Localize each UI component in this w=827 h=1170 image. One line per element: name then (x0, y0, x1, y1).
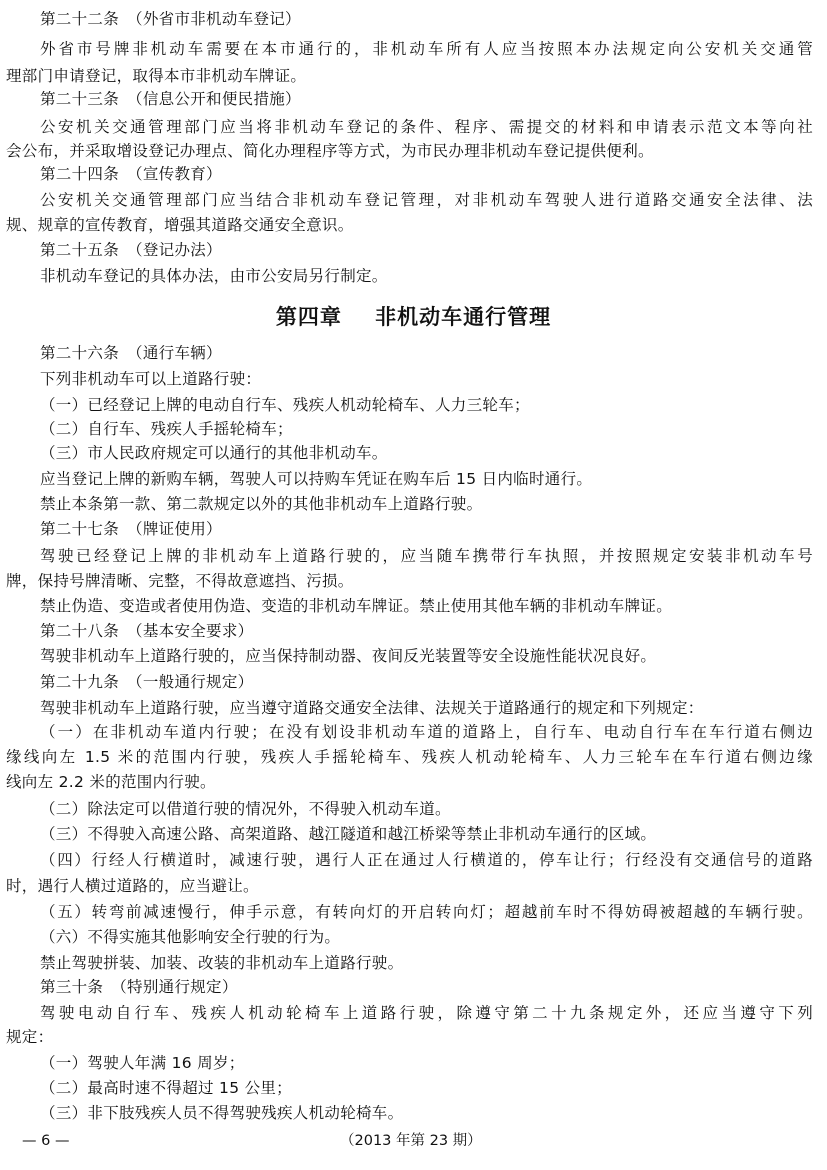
article-28-title: 第二十八条 （基本安全要求） (40, 622, 254, 640)
article-23-text: 公安机关交通管理部门应当将非机动车登记的条件、程序、需提交的材料和申请表示范文本等向社 (40, 118, 813, 136)
article-24-title: 第二十四条 （宣传教育） (40, 165, 222, 183)
article-26-title: 第二十六条 （通行车辆） (40, 344, 222, 362)
chapter-number: 第四章 (275, 305, 342, 329)
article-26-para-3: 禁止本条第一款、第二款规定以外的其他非机动车上道路行驶。 (40, 495, 483, 513)
article-27-para-2: 禁止伪造、变造或者使用伪造、变造的非机动车牌证。禁止使用其他车辆的非机动车牌证。 (40, 597, 673, 615)
article-29-item-1-line-1: （一）在非机动车道内行驶；在没有划设非机动车道的道路上，自行车、电动自行车在车行道右侧边 (40, 723, 813, 741)
article-25-text: 非机动车登记的具体办法，由市公安局另行制定。 (40, 267, 388, 285)
chapter-name: 非机动车通行管理 (375, 305, 552, 329)
article-29-item-5: （五）转弯前减速慢行，伸手示意，有转向灯的开启转向灯；超越前车时不得妨碍被超越的车辆行驶。 (40, 903, 813, 921)
article-30-item-3: （三）非下肢残疾人员不得驾驶残疾人机动轮椅车。 (40, 1104, 404, 1122)
article-29-item-3: （三）不得驶入高速公路、高架道路、越江隧道和越江桥梁等禁止非机动车通行的区域。 (40, 825, 657, 843)
article-30-title: 第三十条 （特别通行规定） (40, 978, 238, 996)
article-29-para-2: 禁止驾驶拼装、加装、改装的非机动车上道路行驶。 (40, 954, 404, 972)
article-26-item-2: （二）自行车、残疾人手摇轮椅车； (40, 420, 293, 438)
article-28-text: 驾驶非机动车上道路行驶的，应当保持制动器、夜间反光装置等安全设施性能状况良好。 (40, 647, 657, 665)
article-25-title: 第二十五条 （登记办法） (40, 241, 222, 259)
article-29-item-1-line-2: 缘线向左 1.5 米的范围内行驶，残疾人手摇轮椅车、残疾人机动轮椅车、人力三轮车在车行道右侧边缘 (6, 748, 813, 766)
article-23-title: 第二十三条 （信息公开和便民措施） (40, 90, 301, 108)
issue-label: （2013 年第 23 期） (340, 1133, 482, 1149)
article-27-title: 第二十七条 （牌证使用） (40, 520, 222, 538)
article-29-title: 第二十九条 （一般通行规定） (40, 673, 254, 691)
page-number: — 6 — (22, 1133, 70, 1149)
article-29-item-4-line-1: （四）行经人行横道时，减速行驶，遇行人正在通过人行横道的，停车让行；行经没有交通信号的道路 (40, 851, 813, 869)
article-27-text: 驾驶已经登记上牌的非机动车上道路行驶的，应当随车携带行车执照，并按照规定安装非机动车号 (40, 547, 813, 565)
article-24-text: 公安机关交通管理部门应当结合非机动车登记管理，对非机动车驾驶人进行道路交通安全法律、法 (40, 191, 813, 209)
article-30-item-1: （一）驾驶人年满 16 周岁； (40, 1054, 245, 1072)
article-29-intro: 驾驶非机动车上道路行驶，应当遵守道路交通安全法律、法规关于道路通行的规定和下列规定： (40, 699, 704, 717)
article-29-item-1-line-3: 线向左 2.2 米的范围内行驶。 (6, 773, 216, 791)
article-24-text-cont: 规、规章的宣传教育，增强其道路交通安全意识。 (6, 216, 354, 234)
article-22-text: 外省市号牌非机动车需要在本市通行的，非机动车所有人应当按照本办法规定向公安机关交通管 (40, 40, 813, 58)
article-29-item-2: （二）除法定可以借道行驶的情况外，不得驶入机动车道。 (40, 800, 451, 818)
article-29-item-6: （六）不得实施其他影响安全行驶的行为。 (40, 928, 341, 946)
chapter-heading (0, 301, 827, 331)
article-26-intro: 下列非机动车可以上道路行驶： (40, 370, 262, 388)
article-30-item-2: （二）最高时速不得超过 15 公里； (40, 1079, 292, 1097)
article-22-title: 第二十二条 （外省市非机动车登记） (40, 10, 301, 28)
article-30-text-cont: 规定： (6, 1028, 54, 1046)
article-22-text-cont: 理部门申请登记，取得本市非机动车牌证。 (6, 67, 307, 85)
article-23-text-cont: 会公布，并采取增设登记办理点、简化办理程序等方式，为市民办理非机动车登记提供便利。 (6, 142, 654, 160)
article-29-item-4-line-2: 时，遇行人横过道路的，应当避让。 (6, 877, 259, 895)
article-27-text-cont: 牌，保持号牌清晰、完整，不得故意遮挡、污损。 (6, 572, 354, 590)
article-26-item-1: （一）已经登记上牌的电动自行车、残疾人机动轮椅车、人力三轮车； (40, 396, 530, 414)
article-26-para-2: 应当登记上牌的新购车辆，驾驶人可以持购车凭证在购车后 15 日内临时通行。 (40, 470, 593, 488)
article-26-item-3: （三）市人民政府规定可以通行的其他非机动车。 (40, 444, 388, 462)
article-30-text: 驾驶电动自行车、残疾人机动轮椅车上道路行驶，除遵守第二十九条规定外，还应当遵守下列 (40, 1004, 813, 1022)
